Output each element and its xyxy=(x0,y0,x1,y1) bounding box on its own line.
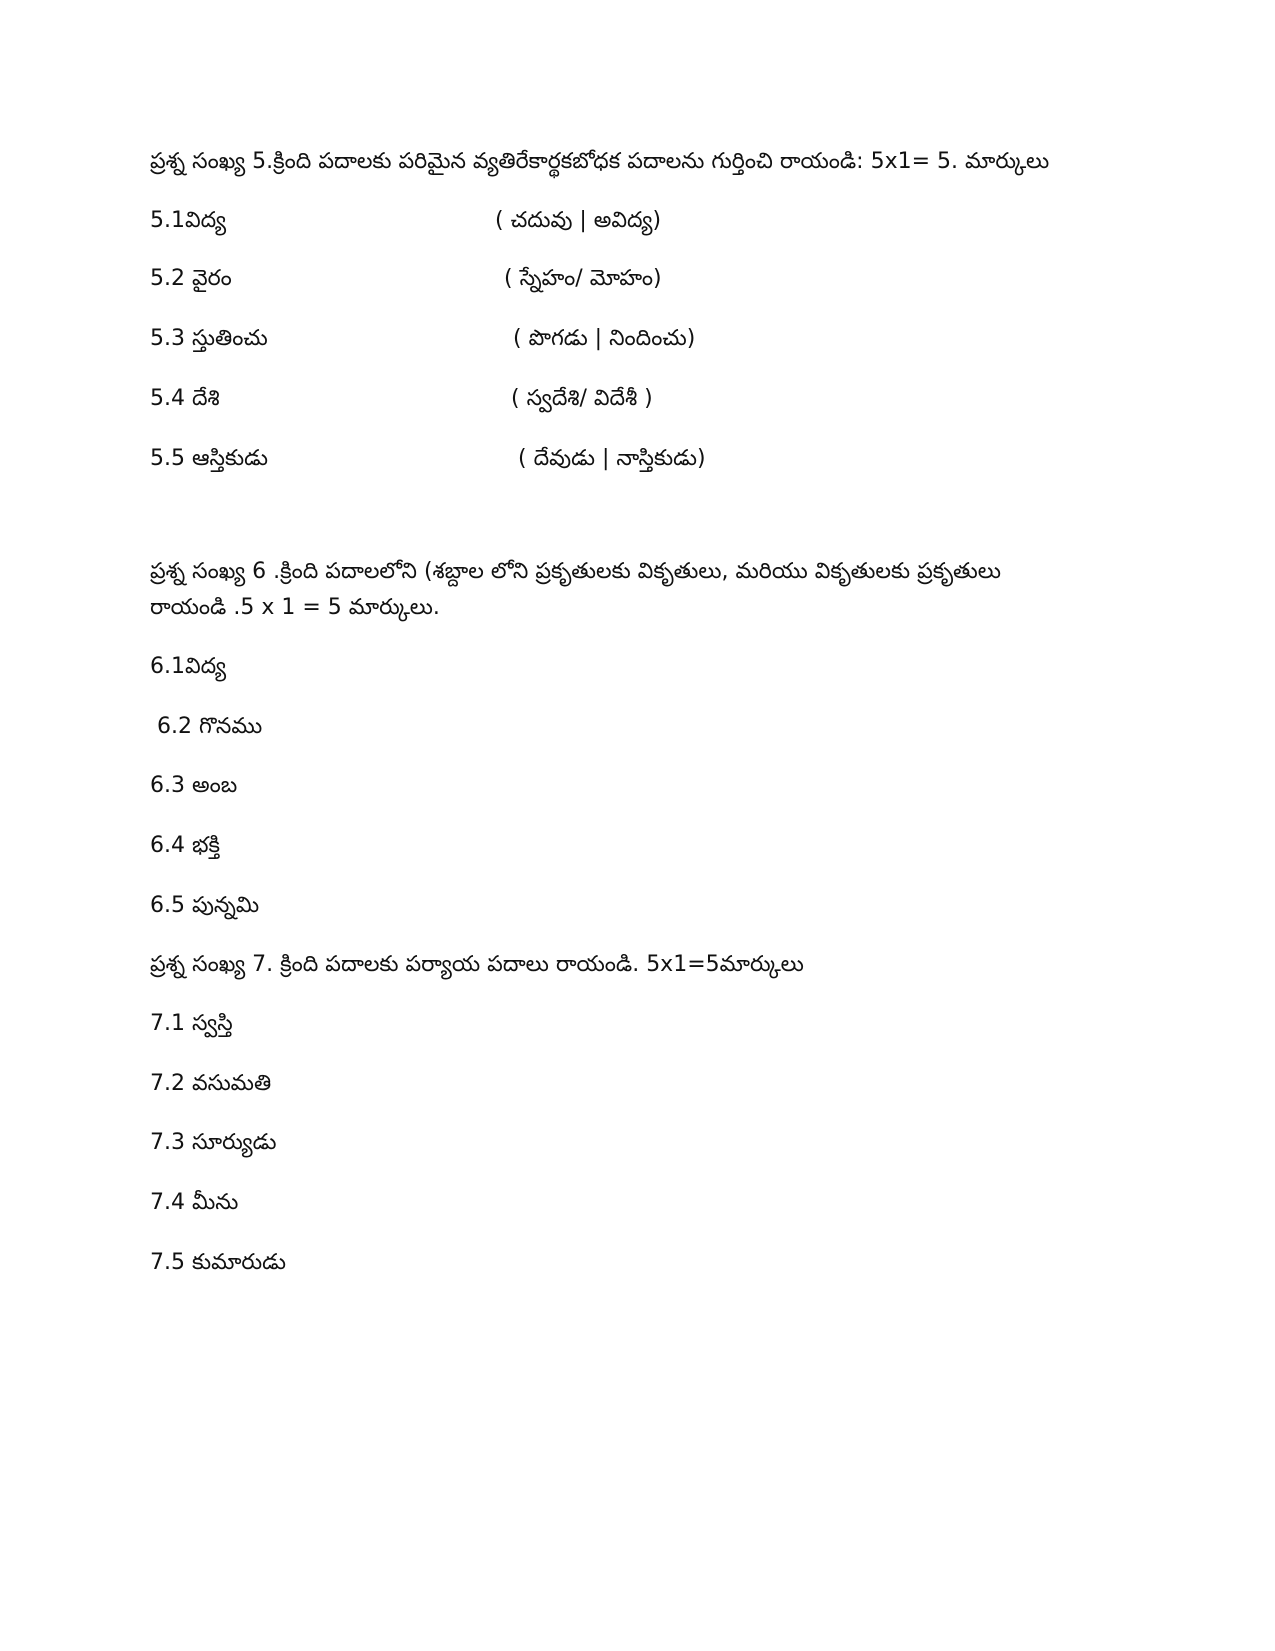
q7-item: 7.3 సూర్యుడు xyxy=(150,1130,277,1155)
q7-item: 7.2 వసుమతి xyxy=(150,1071,272,1096)
question-6-heading-line1: ప్రశ్న సంఖ్య 6 .క్రింది పదాలలోని (శబ్దాల లోని ప్రకృతులకు వికృతులు, మరియు వికృతులకు ప్రకృతులు xyxy=(150,559,1001,584)
q5-item xyxy=(150,444,1150,474)
q5-item xyxy=(150,324,1150,354)
q6-item: 6.2 గొనము xyxy=(150,714,263,739)
q5-item-term: 5.3 స్తుతించు xyxy=(150,326,268,351)
question-7-heading: ప్రశ్న సంఖ్య 7. క్రింది పదాలకు పర్యాయ పదాలు రాయండి. 5x1=5మార్కులు xyxy=(150,952,804,977)
q5-item-options: ( స్నేహం/ మోహం) xyxy=(504,266,662,291)
q5-item-options: ( స్వదేశి/ విదేశీ ) xyxy=(511,386,653,411)
q6-item: 6.1విద్య xyxy=(150,654,227,679)
q5-item xyxy=(150,264,1150,294)
q6-item: 6.3 అంబ xyxy=(150,773,238,798)
q5-item-term: 5.4 దేశి xyxy=(150,386,220,411)
question-6-heading-line2: రాయండి .5 x 1 = 5 మార్కులు. xyxy=(150,595,440,620)
q5-item-options: ( పొగడు | నిందించు) xyxy=(513,326,696,351)
q5-item xyxy=(150,384,1150,414)
q5-item-term: 5.5 ఆస్తికుడు xyxy=(150,446,268,471)
q7-item: 7.5 కుమారుడు xyxy=(150,1250,286,1275)
q6-item: 6.5 పున్నమి xyxy=(150,893,260,918)
q5-item-options: ( దేవుడు | నాస్తికుడు) xyxy=(518,446,706,471)
q5-item xyxy=(150,206,1150,236)
q5-item-term: 5.1విద్య xyxy=(150,208,227,233)
q7-item: 7.1 స్వస్తి xyxy=(150,1011,233,1036)
q7-item: 7.4 మీను xyxy=(150,1190,239,1215)
q5-item-term: 5.2 వైరం xyxy=(150,266,232,291)
q5-item-options: ( చదువు | అవిద్య) xyxy=(495,208,662,233)
q6-item: 6.4 భక్తి xyxy=(150,833,220,858)
question-5-heading: ప్రశ్న సంఖ్య 5.క్రింది పదాలకు పరిమైన వ్యతిరేకార్థకబోధక పదాలను గుర్తించి రాయండి: 5x1= 5. మార్కులు xyxy=(150,149,1050,174)
